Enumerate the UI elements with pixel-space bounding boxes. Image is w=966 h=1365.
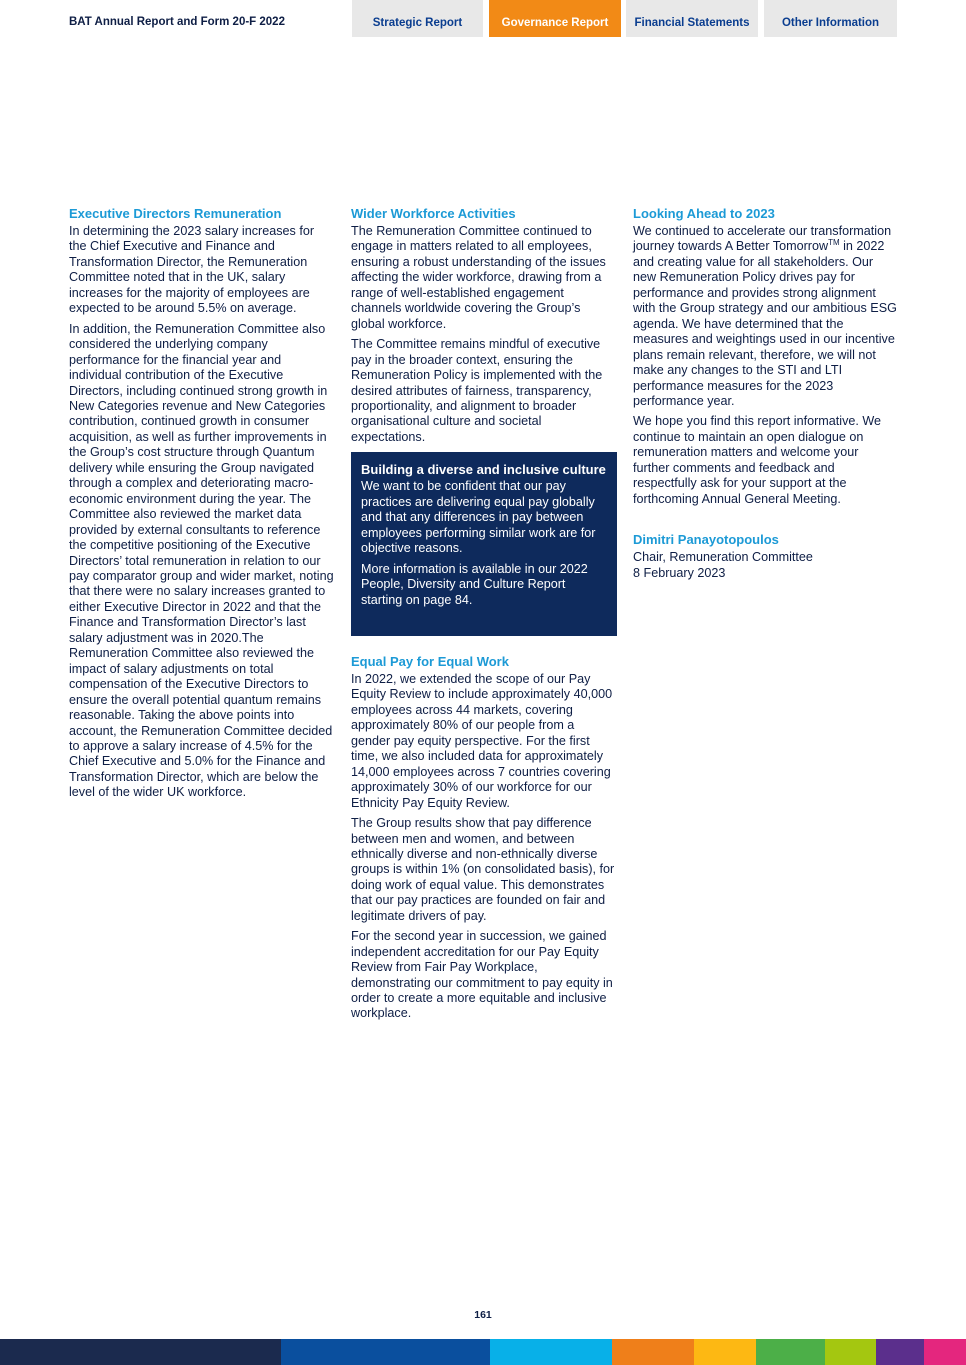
- paragraph: In 2022, we extended the scope of our Pay Equity Review to include approximately 40,000 employees across 44 markets, covering approximately 80% of our people from a gender pay equity perspective. For the first time, we also included data for approximately 14,000 employees across 7 countries covering approximately 30% of our workforce for our Ethnicity Pay Equity Review.: [351, 671, 613, 810]
- paragraph: In determining the 2023 salary increases for the Chief Executive and Finance and Transformation Director, the Remuneration Committee noted that in the UK, salary increases for the majority of employees are expected to be around 5.5% on average.: [69, 224, 315, 316]
- heading-equal-pay: Equal Pay for Equal Work: [351, 653, 509, 669]
- paragraph: The Committee remains mindful of executive pay in the broader context, ensuring the Remuneration Policy is implemented with the desired attributes of fairness, transparency, proportionality, and alignment to broader organisational culture and societal expectations.: [351, 337, 603, 444]
- column-looking-ahead: [633, 206, 897, 581]
- callout-title: Building a diverse and inclusive culture: [361, 462, 606, 478]
- text-run: in 2022 and creating value for all stakeholders. Our new Remuneration Policy drives pay for performance and provides strong alignment with the Group strategy and our ambitious ESG agenda. We have determined that the measures and weightings used in our incentive plans remain relevant, therefore, we will not make any changes to the STI and LTI performance measures for the 2023 performance year.: [633, 239, 897, 408]
- trademark-mark: TM: [828, 238, 840, 248]
- color-segment: [612, 1339, 694, 1365]
- color-segment: [825, 1339, 876, 1365]
- color-segment: [876, 1339, 924, 1365]
- paragraph: The Remuneration Committee continued to engage in matters related to all employees, ensuring a robust understanding of the issues affecting the wider workforce, drawing from a range of well-established engagement channels worldwide covering the Group’s global workforce.: [351, 224, 606, 331]
- color-segment: [756, 1339, 825, 1365]
- callout-paragraph: More information is available in our 2022 People, Diversity and Culture Report starting on page 84.: [361, 561, 588, 607]
- column-wider-workforce: [351, 206, 617, 1027]
- callout-paragraph: We want to be confident that our pay practices are delivering equal pay globally and that any differences in pay between employees performing similar work are for objective reasons.: [361, 479, 596, 556]
- color-segment: [281, 1339, 490, 1365]
- tab-strategic-report[interactable]: Strategic Report: [352, 0, 483, 37]
- paragraph: For the second year in succession, we gained independent accreditation for our Pay Equity Review from Fair Pay Workplace, demonstrating our commitment to pay equity in order to create a more equitable and inclusive workplace.: [351, 929, 613, 1021]
- page-number: 161: [474, 1309, 492, 1321]
- tab-other-information[interactable]: Other Information: [764, 0, 897, 37]
- text-run: We continued to accelerate our transformation journey towards A Better Tomorrow: [633, 224, 892, 254]
- column-executive-remuneration: [69, 206, 335, 806]
- heading-looking-ahead: Looking Ahead to 2023: [633, 206, 775, 221]
- signature-date: 8 February 2023: [633, 565, 726, 580]
- heading-executive-directors-remuneration: Executive Directors Remuneration: [69, 206, 282, 221]
- callout-diverse-culture: [351, 452, 617, 636]
- paragraph: The Group results show that pay difference between men and women, and between ethnically diverse and non-ethnically diverse groups is within 1% (on consolidated basis), for doing work of equal value. This demonstrates that our pay practices are founded on fair and legitimate drivers of pay.: [351, 816, 615, 923]
- heading-wider-workforce-activities: Wider Workforce Activities: [351, 206, 516, 221]
- footer-color-bar: [0, 1339, 966, 1365]
- color-segment: [924, 1339, 966, 1365]
- tab-financial-statements[interactable]: Financial Statements: [626, 0, 758, 37]
- paragraph: In addition, the Remuneration Committee also considered the underlying company performance for the financial year and individual contribution of the Executive Directors, including continued strong growth in New Categories revenue and New Categories contribution, continued growth in consumer acquisition, as well as further improvements in the Group’s cost structure through Quantum delivery while ensuring the Group navigated through a complex and deteriorating macro-economic environment during the year. The Committee also reviewed the market data provided by external consultants to reference the competitive positioning of the Executive Directors’ total remuneration in relation to our pay comparator group and wider market, noting that there were no salary increases granted to either Executive Director in 2022 and that the Finance and Transformation Director’s last salary adjustment was in 2020.The Remuneration Committee also reviewed the impact of salary adjustments on total compensation of the Executive Directors to ensure the overall potential quantum remains reasonable. Taking the above points into account, the Remuneration Committee decided to approve a salary increase of 4.5% for the Chief Executive and 5.0% for the Finance and Transformation Director, which are below the level of the wider UK workforce.: [69, 321, 334, 800]
- signatory-role: Chair, Remuneration Committee: [633, 550, 813, 565]
- paragraph: We hope you find this report informative. We continue to maintain an open dialogue on remuneration matters and welcome your further comments and feedback and respectfully ask for your support at the forthcoming Annual General Meeting.: [633, 414, 882, 506]
- tab-governance-report[interactable]: Governance Report: [489, 0, 621, 37]
- signatory-name: Dimitri Panayotopoulos: [633, 532, 779, 548]
- document-title: BAT Annual Report and Form 20-F 2022: [69, 16, 285, 28]
- color-segment: [0, 1339, 281, 1365]
- color-segment: [694, 1339, 756, 1365]
- color-segment: [490, 1339, 612, 1365]
- paragraph: [633, 224, 897, 409]
